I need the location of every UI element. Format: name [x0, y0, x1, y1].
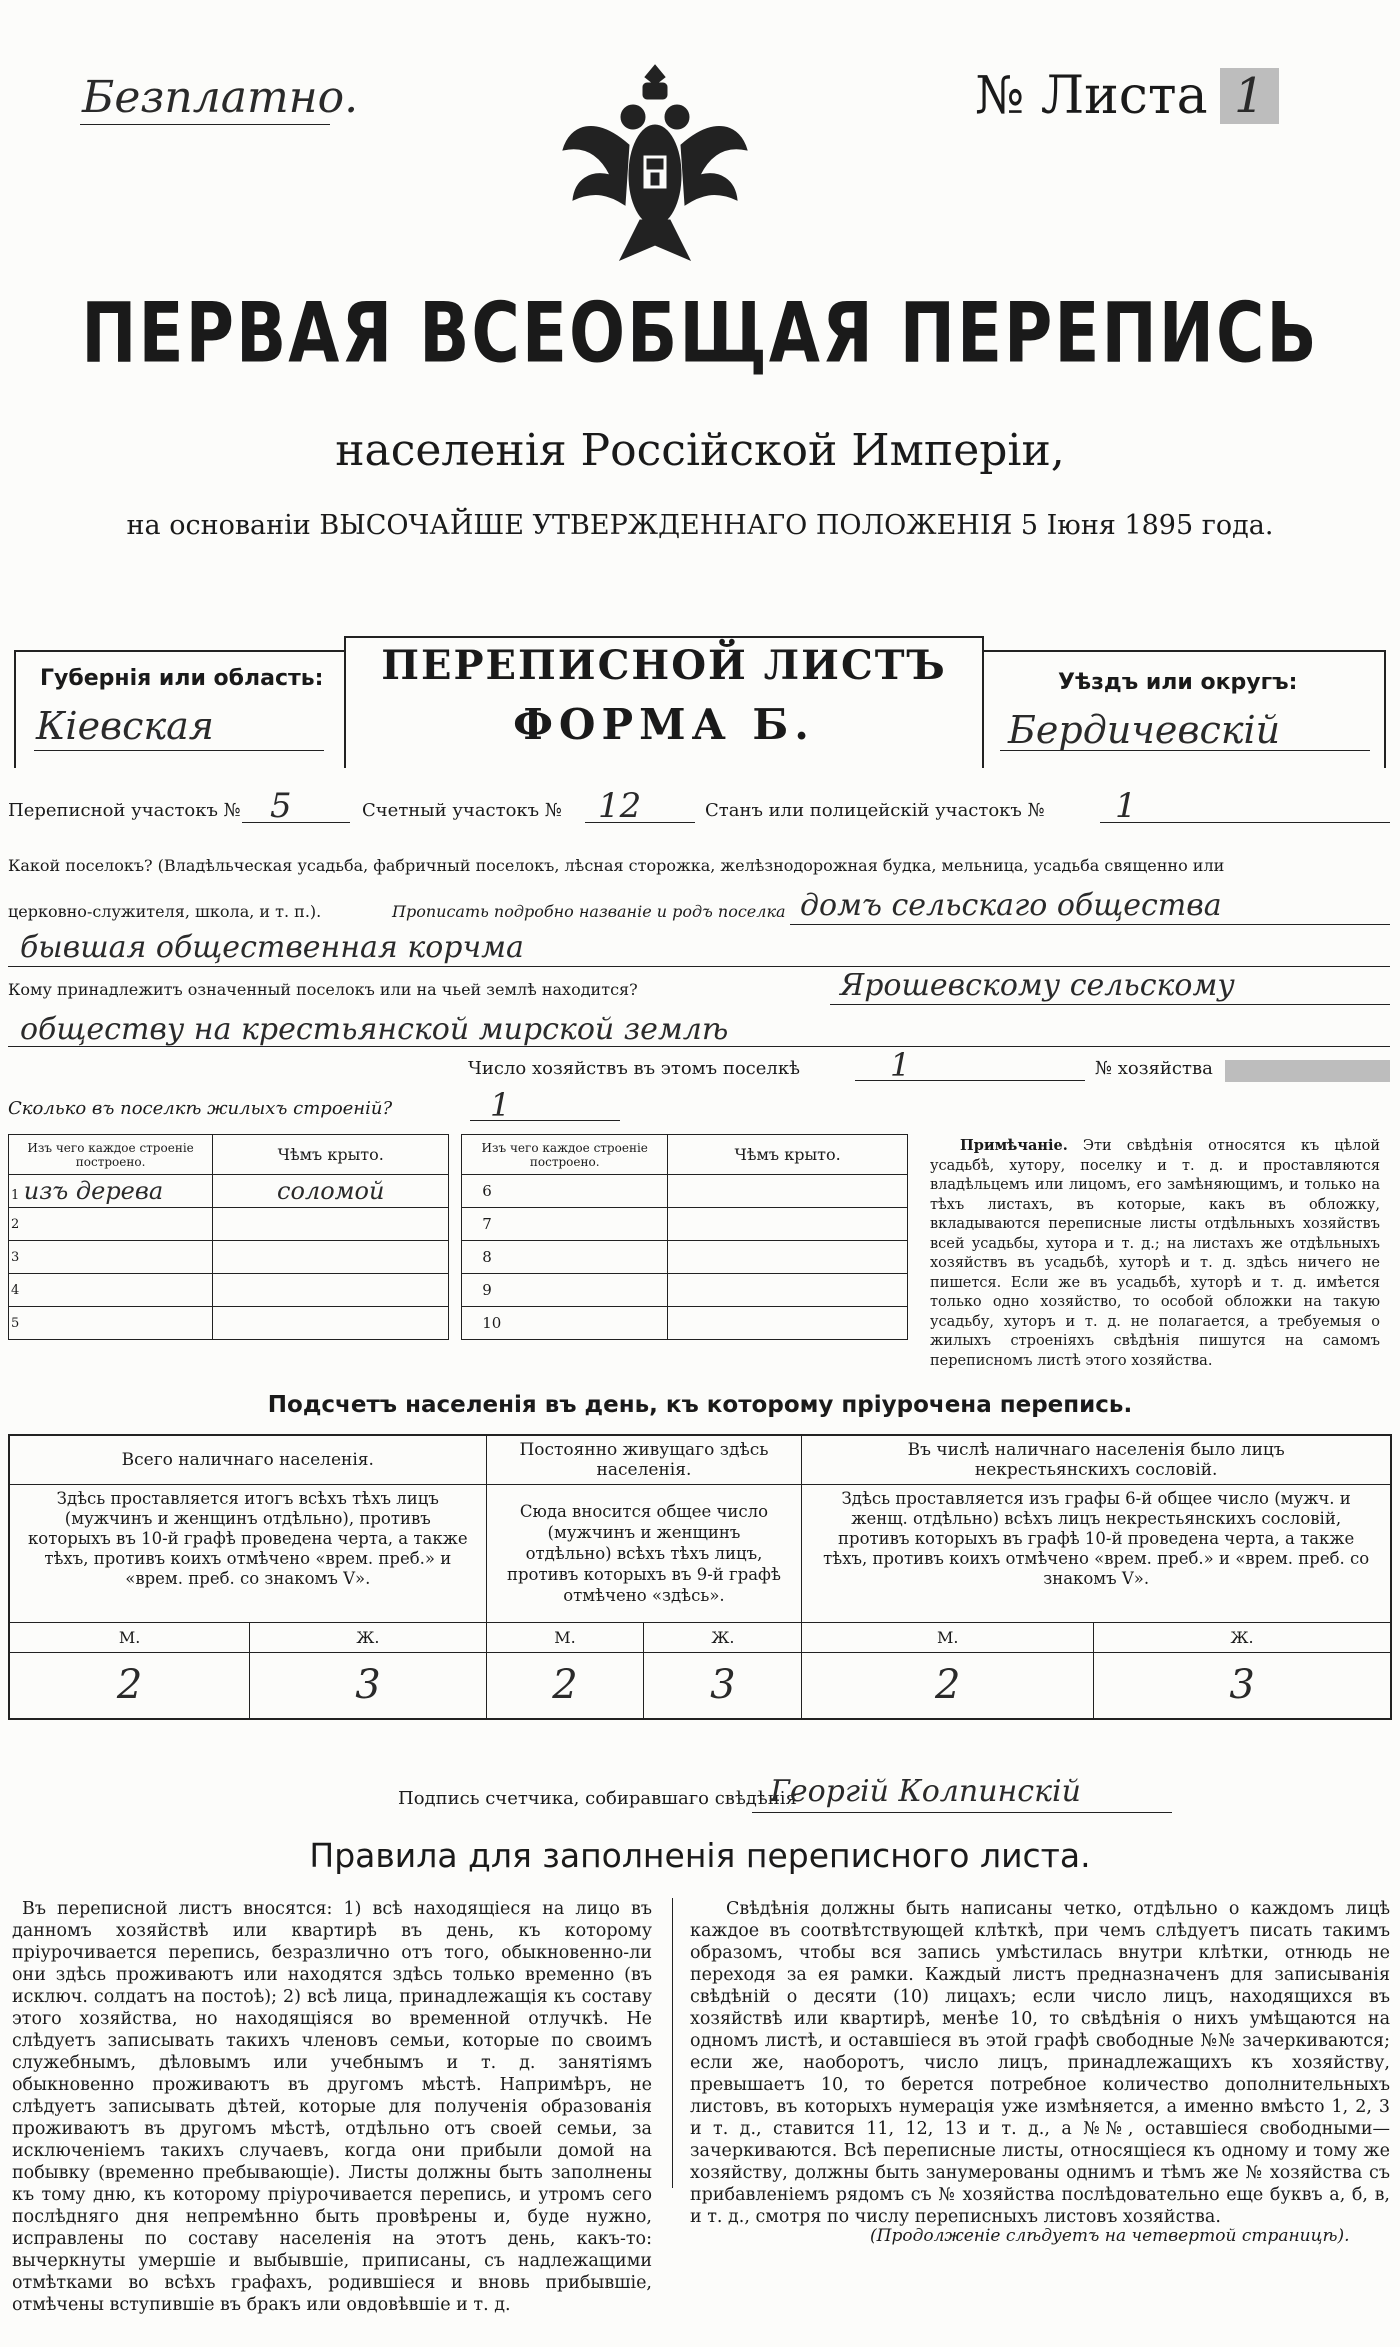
settlement-note: Прописать подробно названіе и родъ поселка: [392, 902, 786, 921]
building-row: 2 7: [9, 1208, 908, 1241]
settlement-value-1: домъ сельскаго общества: [800, 888, 1222, 923]
form-title-box: [344, 636, 984, 768]
uezd-label: Уѣздъ или округъ:: [1058, 670, 1298, 695]
settlement-label: Какой поселокъ? (Владѣльческая усадьба, фабричный поселокъ, лѣсная сторожка, желѣзнодорожная будка, мельница, усадьба священно или: [8, 856, 1225, 875]
m-label: М.: [9, 1623, 250, 1653]
gubernia-box: [14, 650, 344, 768]
nonpeasant-female-count: 3: [1094, 1653, 1391, 1719]
col-total-title: Всего наличнаго населенія.: [9, 1435, 486, 1485]
uezd-value: Бердичевскій: [1008, 708, 1281, 752]
buildings-label: Сколько въ поселкѣ жилыхъ строеній?: [8, 1098, 393, 1119]
building-row: 1 изъ дерева соломой 6: [9, 1175, 908, 1208]
signature-value: Георгій Колпинскій: [770, 1774, 1081, 1809]
sheet-number-value: 1: [1220, 68, 1279, 124]
resident-female-count: 3: [644, 1653, 802, 1719]
f-label: Ж.: [250, 1623, 486, 1653]
stan-value: 1: [1115, 786, 1137, 826]
settlement-value-2: бывшая общественная корчма: [20, 930, 524, 965]
stan-label: Станъ или полицейскій участокъ №: [705, 800, 1045, 821]
household-no-value: [1225, 1060, 1390, 1082]
population-heading: Подсчетъ населенія въ день, къ которому пріурочена перепись.: [267, 1392, 1133, 1418]
building-row: 4 9: [9, 1274, 908, 1307]
form-title: ПЕРЕПИСНОЙ ЛИСТЪ: [381, 642, 947, 689]
col-resident-title: Постоянно живущаго здѣсь населенія.: [486, 1435, 802, 1485]
counting-district-value: 12: [598, 786, 642, 826]
note-block: [930, 1136, 1380, 1371]
building-material: изъ дерева: [23, 1177, 164, 1205]
column-divider: [672, 1898, 673, 2188]
subtitle: населенія Россійской Имперіи,: [335, 425, 1065, 476]
settlement-label-2: церковно-служителя, школа, и т. п.).: [8, 902, 322, 921]
uezd-box: [984, 650, 1386, 768]
col-nonpeasant-title: Въ числѣ наличнаго населенія было лицъ некрестьянскихъ сословій.: [802, 1435, 1391, 1485]
household-no-label: № хозяйства: [1095, 1058, 1213, 1079]
owner-value-1: Ярошевскому сельскому: [840, 968, 1235, 1003]
m-label: М.: [486, 1623, 644, 1653]
census-district-value: 5: [270, 786, 292, 826]
building-row: 5 10: [9, 1307, 908, 1340]
resident-male-count: 2: [486, 1653, 644, 1719]
header-material-right: Изъ чего каждое строеніе построено.: [462, 1135, 668, 1175]
buildings-value: 1: [490, 1086, 511, 1124]
buildings-table: [8, 1134, 908, 1340]
col-resident-desc: Сюда вносится общее число (мужчинъ и женщинъ отдѣльно) всѣхъ тѣхъ лицъ, противъ которыхъ въ 9-й графѣ отмѣчено «здѣсь».: [486, 1485, 802, 1623]
main-title: ПЕРВАЯ ВСЕОБЩАЯ ПЕРЕПИСЬ: [81, 285, 1319, 382]
counting-district-label: Счетный участокъ №: [362, 800, 562, 821]
col-total-desc: Здѣсь проставляется итогъ всѣхъ тѣхъ лицъ (мужчинъ и женщинъ отдѣльно), противъ которыхъ въ 10-й графѣ проведена черта, а также тѣхъ, противъ коихъ отмѣчено «врем. преб.» и «врем. преб. со знакомъ V».: [9, 1485, 486, 1623]
basis-line: на основаніи ВЫСОЧАЙШЕ УТВЕРЖДЕННАГО ПОЛОЖЕНІЯ 5 Іюня 1895 года.: [126, 510, 1274, 541]
building-row: 3 8: [9, 1241, 908, 1274]
f-label: Ж.: [1094, 1623, 1391, 1653]
owner-label: Кому принадлежитъ означенный поселокъ или на чьей землѣ находится?: [8, 980, 638, 999]
m-label: М.: [802, 1623, 1094, 1653]
form-name: ФОРМА Б.: [513, 700, 815, 749]
building-roof: соломой: [277, 1177, 385, 1205]
header-roof-left: Чѣмъ крыто.: [213, 1135, 449, 1175]
rules-right-column: Свѣдѣнія должны быть написаны четко, отдѣльно о каждомъ лицѣ каждое въ соотвѣтствующей клѣткѣ, при чемъ слѣдуетъ писать такимъ образомъ, чтобы вся запись умѣстилась внутри клѣтки, отнюдь не переходя за ея рамки. Каждый листъ предназначенъ для записыванія свѣдѣній о десяти (10) лицахъ; если число лицъ, находящихся въ хозяйствѣ или квартирѣ, менѣе 10, то свѣдѣнія о нихъ умѣщаются на одномъ листѣ, и оставшіеся въ этой графѣ свободные №№ зачеркиваются; если же, наоборотъ, число лицъ, принадлежащихъ къ хозяйству, превышаетъ 10, то берется потребное количество дополнительныхъ листовъ, въ которыхъ нумерація уже измѣняется, а именно вмѣсто 1, 2, 3 и т. д., ставится 11, 12, 13 и т. д., а №№, оставшіеся свободными—зачеркиваются. Всѣ переписные листы, относящіеся къ одному и тому же хозяйству, должны быть занумерованы однимъ и тѣмъ же № хозяйства съ прибавленіемъ рядомъ съ № хозяйства послѣдовательно еще буквъ а, б, в, и т. д., смотря по числу переписныхъ листовъ хозяйства.: [690, 1899, 1390, 2227]
population-table: [8, 1434, 1392, 1720]
imperial-eagle-emblem: [555, 55, 755, 295]
f-label: Ж.: [644, 1623, 802, 1653]
households-label: Число хозяйствъ въ этомъ поселкѣ: [468, 1058, 800, 1079]
rules-continued: (Продолженіе слѣдуетъ на четвертой страницѣ).: [870, 2226, 1350, 2246]
gubernia-label: Губернія или область:: [40, 666, 324, 691]
note-text: Эти свѣдѣнія относятся къ цѣлой усадьбѣ, хутору, поселку и т. д. и проставляются владѣльцемъ или лицомъ, его замѣняющимъ, и только на тѣхъ листахъ, въ которые, какъ въ обложку, вкладываются переписные листы отдѣльныхъ хозяйствъ всей усадьбы, хутора и т. д.; на листахъ же отдѣльныхъ хозяйствъ въ усадьбѣ, хуторѣ и т. д. здѣсь ничего не пишется. Если же въ усадьбѣ, хуторѣ и т. д. имѣется только одно хозяйство, то особой обложки на такую усадьбу, хуторъ и т. д. не полагается, а требуемыя о жилыхъ строеніяхъ свѣдѣнія пишутся на самомъ переписномъ листѣ этого хозяйства.: [930, 1138, 1380, 1369]
gubernia-value: Кіевская: [36, 704, 214, 748]
nonpeasant-male-count: 2: [802, 1653, 1094, 1719]
owner-value-2: обществу на крестьянской мирской землѣ: [20, 1012, 729, 1047]
rules-left-column: Въ переписной листъ вносятся: 1) всѣ находящіеся на лицо въ данномъ хозяйствѣ или квартирѣ въ день, къ которому пріурочивается перепись, безразлично отъ того, обыкновенно-ли они здѣсь проживаютъ или находятся здѣсь только временно (въ исключ. солдатъ на постоѣ); 2) всѣ лица, принадлежащія къ составу этого хозяйства, но находящіяся во временной отлучкѣ. Не слѣдуетъ записывать такихъ членовъ семьи, которые по своимъ служебнымъ, дѣловымъ или учебнымъ и т. д. занятіямъ обыкновенно проживаютъ въ другомъ мѣстѣ. Напримѣръ, не слѣдуетъ записывать дѣтей, которые для полученія образованія проживаютъ въ другомъ мѣстѣ, отдѣльно отъ своей семьи, за исключеніемъ такихъ случаевъ, когда они прибыли домой на побывку (временно пребывающіе). Листы должны быть заполнены къ тому дню, къ которому пріурочивается перепись, и утромъ сего послѣдняго дня непремѣнно быть провѣрены и, буде нужно, исправлены по составу населенія на этотъ день, какъ-то: вычеркнуты умершіе и выбывшіе, приписаны, съ надлежащими отмѣтками во всѣхъ графахъ, родившіеся и вновь прибывшіе, отмѣчены вступившіе въ бракъ или овдовѣвшіе и т. д.: [12, 1899, 652, 2315]
free-stamp: Безплатно.: [82, 72, 359, 123]
col-nonpeasant-desc: Здѣсь проставляется изъ графы 6-й общее число (мужч. и женщ. отдѣльно) всѣхъ лицъ некрестьянскихъ сословій, противъ которыхъ въ графѣ 10-й проведена черта, а также тѣхъ, противъ коихъ отмѣчено «врем. преб.» и «врем. преб. со знакомъ V».: [802, 1485, 1391, 1623]
rules-heading: Правила для заполненія переписного листа.: [309, 1836, 1091, 1875]
signature-label: Подпись счетчика, собиравшаго свѣдѣнія: [398, 1788, 797, 1809]
note-title: Примѣчаніе.: [960, 1137, 1068, 1154]
header-roof-right: Чѣмъ крыто.: [668, 1135, 908, 1175]
total-male-count: 2: [9, 1653, 250, 1719]
census-district-label: Переписной участокъ №: [8, 800, 241, 821]
header-material-left: Изъ чего каждое строеніе построено.: [9, 1135, 213, 1175]
total-female-count: 3: [250, 1653, 486, 1719]
sheet-number-label: № Листа: [975, 66, 1208, 126]
households-value: 1: [890, 1046, 911, 1084]
